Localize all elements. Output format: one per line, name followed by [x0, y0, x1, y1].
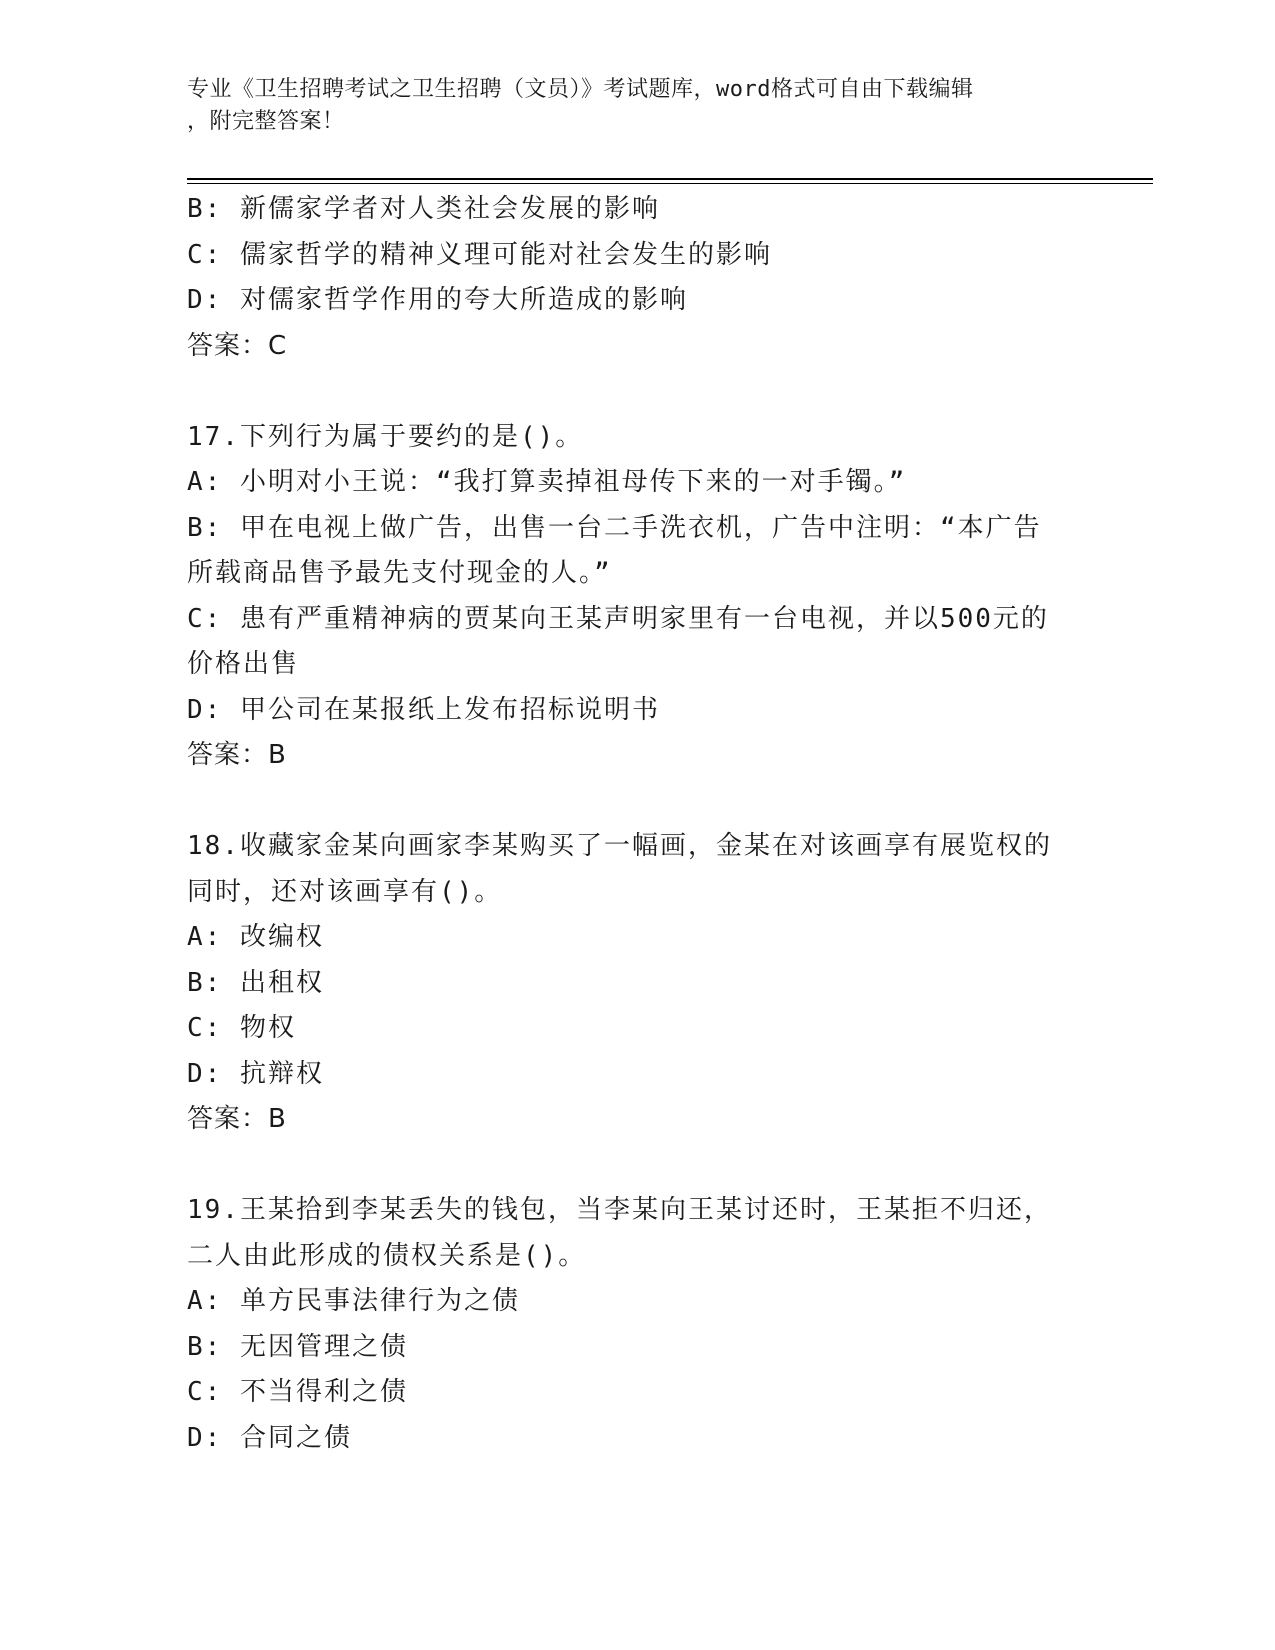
- question-18: [187, 824, 1087, 1143]
- option-c: C: 不当得利之债: [187, 1377, 408, 1407]
- option-a: A: 改编权: [187, 922, 324, 952]
- option-b: B: 新儒家学者对人类社会发展的影响: [187, 194, 660, 224]
- answer-line: 答案：B: [187, 740, 287, 770]
- question-stem: 19.王某拾到李某丢失的钱包，当李某向王某讨还时，王某拒不归还，: [187, 1195, 1052, 1225]
- question-list: [187, 187, 1087, 1461]
- spacer: [187, 1143, 1087, 1189]
- question-16-continued: [187, 187, 1087, 369]
- question-stem-continued: 同时，还对该画享有()。: [187, 876, 503, 907]
- header-divider-thick: [187, 178, 1153, 180]
- option-b: B: 甲在电视上做广告，出售一台二手洗衣机，广告中注明：“本广告: [187, 512, 1042, 543]
- question-stem-continued: 二人由此形成的债权关系是()。: [187, 1240, 587, 1271]
- document-header: [187, 74, 1087, 138]
- option-b: B: 出租权: [187, 967, 324, 998]
- option-c: C: 患有严重精神病的贾某向王某声明家里有一台电视，并以500元的: [187, 603, 1049, 634]
- option-a: A: 小明对小王说：“我打算卖掉祖母传下来的一对手镯。”: [187, 467, 907, 497]
- spacer: [187, 779, 1087, 825]
- answer-line: 答案：C: [187, 330, 288, 361]
- header-line-2: ，附完整答案！: [187, 109, 345, 134]
- header-line-1: 专业《卫生招聘考试之卫生招聘（文员）》考试题库，word格式可自由下载编辑: [187, 77, 974, 102]
- option-b: B: 无因管理之债: [187, 1331, 408, 1362]
- option-d: D: 对儒家哲学作用的夸大所造成的影响: [187, 285, 688, 315]
- option-d: D: 合同之债: [187, 1422, 352, 1453]
- question-19: [187, 1188, 1087, 1461]
- option-c: C: 物权: [187, 1013, 296, 1043]
- option-b-continued: 所载商品售予最先支付现金的人。”: [187, 558, 612, 588]
- answer-line: 答案：B: [187, 1104, 287, 1134]
- option-a: A: 单方民事法律行为之债: [187, 1286, 520, 1316]
- question-stem: 18.收藏家金某向画家李某购买了一幅画，金某在对该画享有展览权的: [187, 831, 1052, 861]
- option-d: D: 甲公司在某报纸上发布招标说明书: [187, 694, 660, 725]
- option-c-continued: 价格出售: [187, 649, 300, 679]
- header-divider-thin: [187, 183, 1153, 184]
- question-stem: 17.下列行为属于要约的是()。: [187, 421, 584, 452]
- spacer: [187, 369, 1087, 415]
- option-d: D: 抗辩权: [187, 1058, 324, 1089]
- question-17: [187, 415, 1087, 779]
- option-c: C: 儒家哲学的精神义理可能对社会发生的影响: [187, 239, 772, 270]
